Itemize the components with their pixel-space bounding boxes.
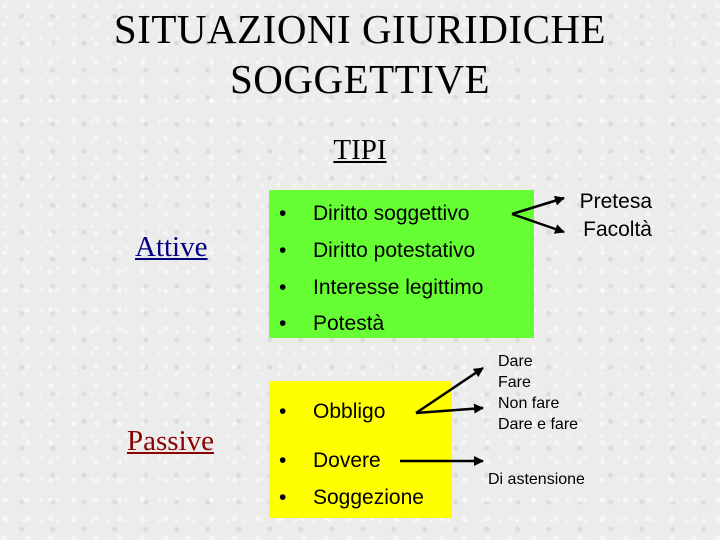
arrow-to-pretesa	[512, 198, 564, 214]
obbligo-type: Non fare	[498, 395, 560, 412]
pretesa-label: Pretesa	[579, 190, 652, 213]
obbligo-type: Fare	[498, 374, 531, 391]
bullet-icon: •	[279, 400, 287, 423]
title-line-1: SITUAZIONI GIURIDICHE	[113, 6, 607, 52]
active-item-text: Potestà	[313, 312, 385, 335]
dovere-type-label: Di astensione	[488, 471, 585, 488]
active-item-text: Interesse legittimo	[313, 276, 484, 299]
obbligo-type: Dare e fare	[498, 416, 579, 433]
bullet-icon: •	[279, 276, 287, 299]
bullet-icon: •	[279, 239, 287, 262]
bullet-icon: •	[279, 486, 287, 509]
category-active-label: Attive	[135, 231, 208, 263]
obbligo-type: Dare	[498, 353, 533, 370]
bullet-icon: •	[279, 449, 287, 472]
arrow-to-facolta	[512, 214, 564, 232]
arrow-to-dare-e-fare	[416, 408, 483, 413]
active-item-text: Diritto soggettivo	[313, 202, 470, 225]
category-passive-label: Passive	[127, 425, 214, 457]
subtitle-tipi: TIPI	[333, 134, 387, 166]
passive-item-text: Soggezione	[313, 486, 424, 509]
arrow-to-dare	[416, 368, 483, 413]
passive-item-text: Obbligo	[313, 400, 386, 423]
bullet-icon: •	[279, 312, 287, 335]
title-line-2: SOGGETTIVE	[229, 56, 491, 102]
bullet-icon: •	[279, 202, 287, 225]
active-item-text: Diritto potestativo	[313, 239, 476, 262]
facolta-label: Facoltà	[583, 218, 652, 241]
passive-item-text: Dovere	[313, 449, 381, 472]
